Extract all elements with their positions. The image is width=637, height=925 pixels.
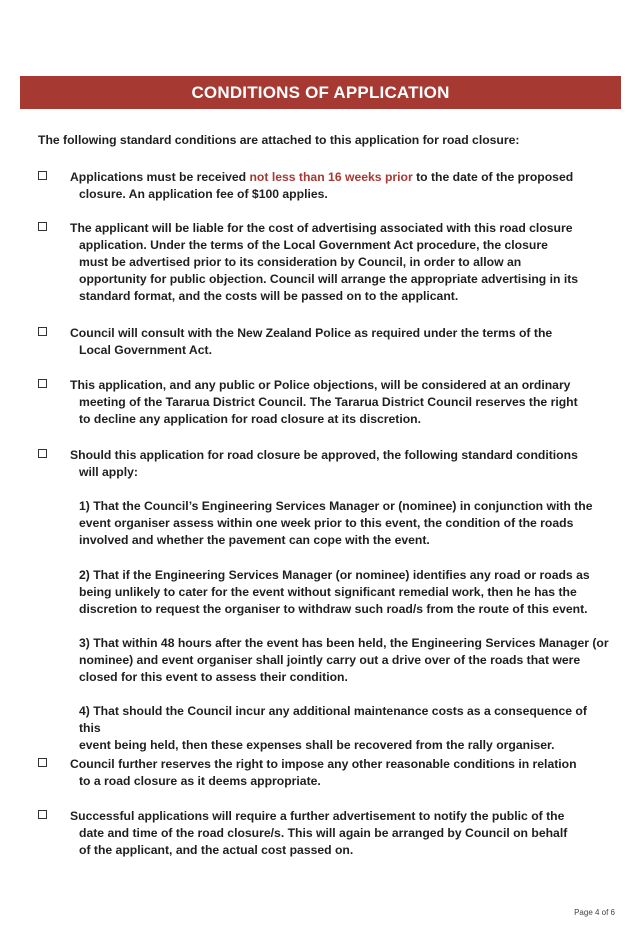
item-text: opportunity for public objection. Council will arrange the appropriate advertising in its xyxy=(79,272,579,286)
sub-condition-1 xyxy=(79,498,611,549)
sub-text: closed for this event to assess their condition. xyxy=(79,670,348,684)
condition-item-further-advertisement xyxy=(38,808,598,859)
item-text: Should this application for road closure be approved, the following standard conditions xyxy=(70,448,578,462)
checkbox[interactable] xyxy=(38,379,47,388)
item-text: Council further reserves the right to impose any other reasonable conditions in relation xyxy=(70,757,577,771)
condition-item-advertising xyxy=(38,220,598,305)
section-title-banner xyxy=(20,76,621,109)
condition-item-council-meeting xyxy=(38,377,598,428)
checkbox[interactable] xyxy=(38,327,47,336)
condition-item-police xyxy=(38,325,598,359)
checkbox[interactable] xyxy=(38,810,47,819)
page-number: Page 4 of 6 xyxy=(574,908,615,917)
item-text: closure. An application fee of $100 applies. xyxy=(79,187,328,201)
section-title: CONDITIONS OF APPLICATION xyxy=(191,82,450,102)
sub-text: event organiser assess within one week prior to this event, the condition of the roads xyxy=(79,516,574,530)
item-text: to the date of the proposed xyxy=(412,170,574,184)
sub-condition-2 xyxy=(79,567,611,618)
sub-text: 2) That if the Engineering Services Manager (or nominee) identifies any road or roads as xyxy=(79,568,590,582)
checkbox[interactable] xyxy=(38,758,47,767)
condition-item-further-conditions xyxy=(38,756,598,790)
checkbox[interactable] xyxy=(38,449,47,458)
item-text: application. Under the terms of the Local Government Act procedure, the closure xyxy=(79,238,548,252)
sub-text: nominee) and event organiser shall jointly carry out a drive over of the roads that were xyxy=(79,653,581,667)
item-text: Council will consult with the New Zealand Police as required under the terms of the xyxy=(70,326,553,340)
intro-text: The following standard conditions are attached to this application for road closure: xyxy=(38,133,520,147)
sub-text: involved and whether the pavement can cope with the event. xyxy=(79,533,430,547)
item-text: will apply: xyxy=(79,465,138,479)
sub-text: 1) That the Council’s Engineering Services Manager or (nominee) in conjunction with the xyxy=(79,499,593,513)
item-text: Local Government Act. xyxy=(79,343,212,357)
item-text: to decline any application for road closure at its discretion. xyxy=(79,412,421,426)
item-text: This application, and any public or Police objections, will be considered at an ordinary xyxy=(70,378,571,392)
item-text: to a road closure as it deems appropriate. xyxy=(79,774,321,788)
item-text: meeting of the Tararua District Council. The Tararua District Council reserves the right xyxy=(79,395,578,409)
sub-text: discretion to request the organiser to withdraw such road/s from the route of this event. xyxy=(79,602,588,616)
item-text: must be advertised prior to its consideration by Council, in order to allow an xyxy=(79,255,522,269)
sub-text: 4) That should the Council incur any additional maintenance costs as a consequence of this xyxy=(79,704,587,735)
condition-item-standard-conditions xyxy=(38,447,598,481)
item-text: Applications must be received xyxy=(70,170,250,184)
sub-condition-4 xyxy=(79,703,611,754)
sub-text: being unlikely to cater for the event without significant remedial work, then he has the xyxy=(79,585,577,599)
item-text: The applicant will be liable for the cost of advertising associated with this road closure xyxy=(70,221,573,235)
checkbox[interactable] xyxy=(38,222,47,231)
sub-text: 3) That within 48 hours after the event has been held, the Engineering Services Manager (or xyxy=(79,636,609,650)
item-text: standard format, and the costs will be passed on to the applicant. xyxy=(79,289,459,303)
checkbox[interactable] xyxy=(38,171,47,180)
sub-text: event being held, then these expenses shall be recovered from the rally organiser. xyxy=(79,738,555,752)
highlight-text: not less than 16 weeks prior xyxy=(249,170,413,184)
item-text: of the applicant, and the actual cost passed on. xyxy=(79,843,354,857)
sub-condition-3 xyxy=(79,635,611,686)
item-text: date and time of the road closure/s. This will again be arranged by Council on behalf xyxy=(79,826,568,840)
item-text: Successful applications will require a further advertisement to notify the public of the xyxy=(70,809,565,823)
condition-item-notice-period xyxy=(38,169,598,203)
